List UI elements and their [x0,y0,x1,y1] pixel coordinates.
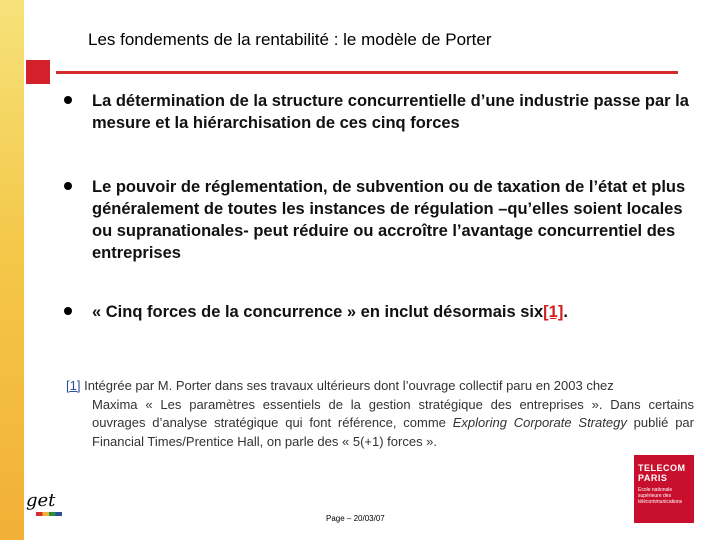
bullet-item-2 [64,176,704,264]
footnote-text-after: publié par Financial Times/Prentice Hall, on parle des « 5(+1) forces ». [92,415,694,449]
get-logo-colorbar [36,512,62,516]
title-rule [56,71,678,74]
bullet-text: « Cinq forces de la concurrence » en inclut désormais six [92,303,544,321]
telecom-paris-logo [634,455,694,523]
bullet-text-wrapper [92,301,704,323]
bullet-item-1 [64,90,704,134]
get-logo-text: get [26,490,56,511]
footnote-reference-link[interactable]: [1] [543,303,564,321]
bullet-trailing-punct: . [563,303,568,321]
slide-title: Les fondements de la rentabilité : le modèle de Porter [88,30,492,49]
telecom-logo-line2: PARIS [638,473,668,483]
bullet-item-3 [64,301,704,323]
bullet-dot-icon [64,307,72,315]
bullet-dot-icon [64,182,72,190]
telecom-logo-tagline: Ecole nationale supérieure des télécommunications [638,487,683,505]
footnote-book-title: Exploring Corporate Strategy [452,415,627,430]
footnote-line1: Intégrée par M. Porter dans ses travaux ultérieurs dont l’ouvrage collectif paru en 2003 chez [84,378,614,393]
footnote-continuation [92,396,694,452]
bullet-text: Le pouvoir de réglementation, de subvention ou de taxation de l’état et plus généralement de toutes les instances de régulation –qu’elles soient locales ou supranationales- peut réduire ou accroître l’avantage concurrentiel des entreprises [92,178,686,262]
red-square-decoration [26,60,50,84]
get-logo [26,490,68,522]
footnote-marker-link[interactable]: [1] [66,378,81,393]
telecom-logo-line1: TELECOM [638,463,686,473]
footer-page-date: Page – 20/03/07 [326,514,385,523]
footnote [66,377,694,451]
left-gradient-band [0,0,24,540]
bullet-text: La détermination de la structure concurrentielle d’une industrie passe par la mesure et la hiérarchisation de ces cinq forces [92,92,689,132]
footnote-text-before: Maxima « Les paramètres essentiels de la gestion stratégique des entreprises ». Dans certains ouvrages d’analyse stratégique qui font référence, comme [92,396,694,430]
bullet-dot-icon [64,96,72,104]
